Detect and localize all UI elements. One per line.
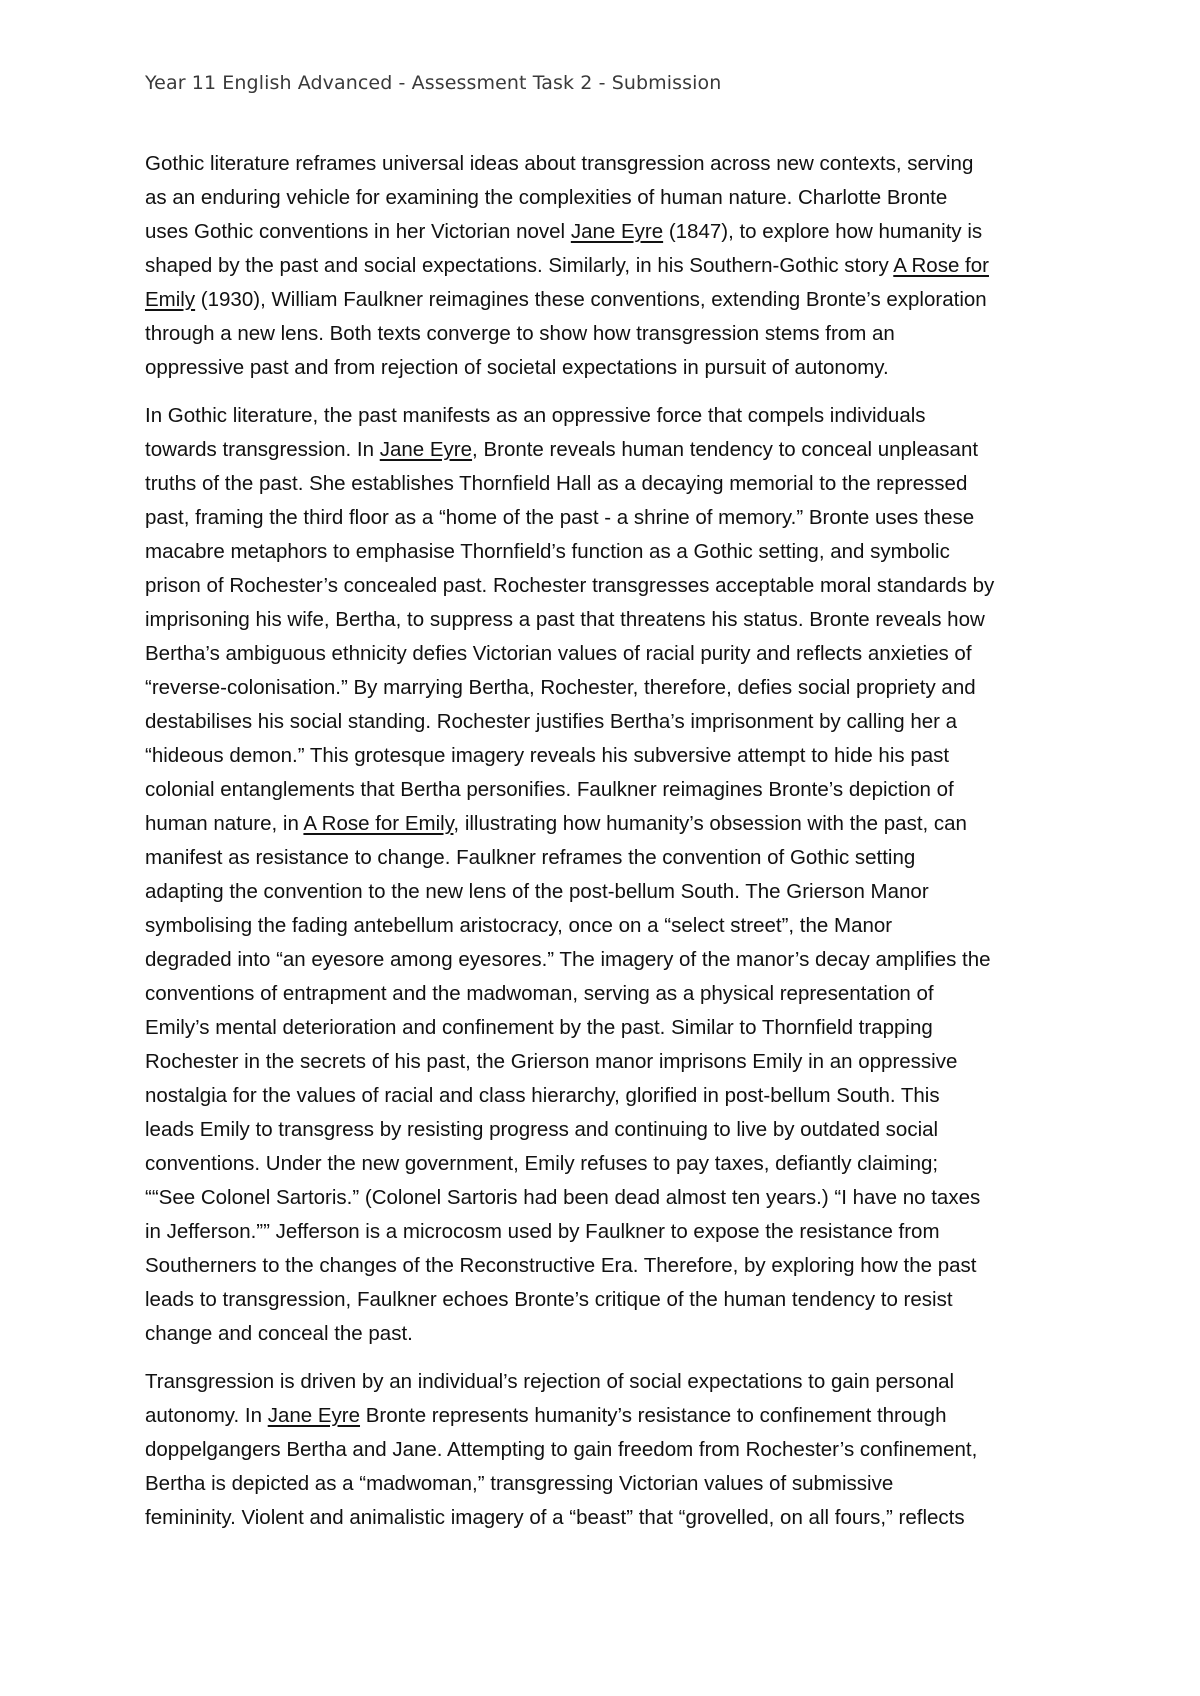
text-segment: as an enduring vehicle for examining the complexities of human nature. Charlotte Bronte (145, 186, 948, 209)
text-line (145, 841, 1070, 875)
text-line (145, 1113, 1070, 1147)
text-segment: femininity. Violent and animalistic imagery of a “beast” that “grovelled, on all fours,” reflects (145, 1506, 965, 1529)
text-line (145, 1147, 1070, 1181)
text-segment: Southerners to the changes of the Reconstructive Era. Therefore, by exploring how the past (145, 1254, 977, 1277)
text-segment: uses Gothic conventions in her Victorian novel (145, 220, 571, 243)
work-title: Jane Eyre (267, 1404, 361, 1427)
text-line (145, 1365, 1070, 1399)
text-line (145, 1467, 1070, 1501)
text-segment: change and conceal the past. (145, 1322, 413, 1345)
text-segment: towards transgression. In (145, 438, 380, 461)
text-segment: , illustrating how humanity’s obsession with the past, can (453, 812, 967, 835)
text-line (145, 1433, 1070, 1467)
text-line (145, 569, 1070, 603)
work-title: A Rose for (893, 254, 989, 277)
essay-paragraph (145, 147, 1070, 385)
text-segment: manifest as resistance to change. Faulkner reframes the convention of Gothic setting (145, 846, 916, 869)
text-line (145, 1249, 1070, 1283)
text-line (145, 671, 1070, 705)
text-line (145, 215, 1070, 249)
text-line (145, 501, 1070, 535)
text-line (145, 351, 1070, 385)
text-segment: “reverse-colonisation.” By marrying Bertha, Rochester, therefore, defies social propriety and (145, 676, 976, 699)
text-line (145, 283, 1070, 317)
text-segment: through a new lens. Both texts converge to show how transgression stems from an (145, 322, 895, 345)
work-title: Jane Eyre (570, 220, 664, 243)
text-segment: destabilises his social standing. Rochester justifies Bertha’s imprisonment by calling her a (145, 710, 958, 733)
text-line (145, 1181, 1070, 1215)
work-title: Emily (145, 288, 196, 311)
text-segment: prison of Rochester’s concealed past. Rochester transgresses acceptable moral standards by (145, 574, 995, 597)
text-line (145, 317, 1070, 351)
text-line (145, 637, 1070, 671)
text-line (145, 1399, 1070, 1433)
text-segment: colonial entanglements that Bertha personifies. Faulkner reimagines Bronte’s depiction of (145, 778, 954, 801)
text-segment: human nature, in (145, 812, 304, 835)
text-line (145, 1317, 1070, 1351)
text-line (145, 705, 1070, 739)
work-title: A Rose for Emily (303, 812, 454, 835)
text-line (145, 1283, 1070, 1317)
text-line (145, 399, 1070, 433)
text-segment: Emily’s mental deterioration and confinement by the past. Similar to Thornfield trapping (145, 1016, 933, 1039)
text-segment: oppressive past and from rejection of societal expectations in pursuit of autonomy. (145, 356, 889, 379)
text-segment: (1847), to explore how humanity is (663, 220, 983, 243)
text-line (145, 807, 1070, 841)
text-line (145, 535, 1070, 569)
text-segment: macabre metaphors to emphasise Thornfield’s function as a Gothic setting, and symbolic (145, 540, 950, 563)
text-line (145, 1079, 1070, 1113)
text-segment: Bertha is depicted as a “madwoman,” transgressing Victorian values of submissive (145, 1472, 894, 1495)
text-line (145, 467, 1070, 501)
text-line (145, 943, 1070, 977)
text-segment: leads to transgression, Faulkner echoes Bronte’s critique of the human tendency to resist (145, 1288, 953, 1311)
text-segment: leads Emily to transgress by resisting progress and continuing to live by outdated social (145, 1118, 939, 1141)
text-segment: symbolising the fading antebellum aristocracy, once on a “select street”, the Manor (145, 914, 893, 937)
text-segment: in Jefferson.”” Jefferson is a microcosm used by Faulkner to expose the resistance from (145, 1220, 940, 1243)
text-segment: nostalgia for the values of racial and class hierarchy, glorified in post-bellum South. This (145, 1084, 940, 1107)
text-segment: adapting the convention to the new lens of the post-bellum South. The Grierson Manor (145, 880, 929, 903)
text-line (145, 875, 1070, 909)
text-segment: conventions. Under the new government, Emily refuses to pay taxes, defiantly claiming; (145, 1152, 939, 1175)
text-line (145, 773, 1070, 807)
text-segment: Gothic literature reframes universal ideas about transgression across new contexts, serving (145, 152, 974, 175)
text-segment: ““See Colonel Sartoris.” (Colonel Sartoris had been dead almost ten years.) “I have no taxes (145, 1186, 981, 1209)
essay-body (145, 147, 1070, 1549)
text-line (145, 249, 1070, 283)
text-line (145, 1215, 1070, 1249)
text-segment: Bertha’s ambiguous ethnicity defies Victorian values of racial purity and reflects anxieties of (145, 642, 972, 665)
text-line (145, 977, 1070, 1011)
text-segment: autonomy. In (145, 1404, 268, 1427)
text-segment: Rochester in the secrets of his past, the Grierson manor imprisons Emily in an oppressive (145, 1050, 958, 1073)
work-title: Jane Eyre (379, 438, 473, 461)
text-segment: doppelgangers Bertha and Jane. Attempting to gain freedom from Rochester’s confinement, (145, 1438, 978, 1461)
text-segment: past, framing the third floor as a “home of the past - a shrine of memory.” Bronte uses these (145, 506, 975, 529)
text-segment: shaped by the past and social expectations. Similarly, in his Southern-Gothic story (145, 254, 894, 277)
text-line (145, 1045, 1070, 1079)
text-segment: Bronte represents humanity’s resistance to confinement through (360, 1404, 947, 1427)
text-segment: , Bronte reveals human tendency to conceal unpleasant (472, 438, 979, 461)
text-segment: Transgression is driven by an individual’s rejection of social expectations to gain personal (145, 1370, 955, 1393)
text-segment: conventions of entrapment and the madwoman, serving as a physical representation of (145, 982, 934, 1005)
text-line (145, 1501, 1070, 1535)
essay-paragraph (145, 399, 1070, 1351)
essay-paragraph (145, 1365, 1070, 1535)
text-segment: imprisoning his wife, Bertha, to suppress a past that threatens his status. Bronte reveals how (145, 608, 985, 631)
text-line (145, 739, 1070, 773)
text-line (145, 909, 1070, 943)
text-line (145, 1011, 1070, 1045)
text-line (145, 147, 1070, 181)
text-line (145, 603, 1070, 637)
text-segment: “hideous demon.” This grotesque imagery reveals his subversive attempt to hide his past (145, 744, 950, 767)
text-segment: (1930), William Faulkner reimagines these conventions, extending Bronte’s exploration (195, 288, 987, 311)
text-segment: truths of the past. She establishes Thornfield Hall as a decaying memorial to the repressed (145, 472, 968, 495)
text-segment: degraded into “an eyesore among eyesores.” The imagery of the manor’s decay amplifies the (145, 948, 991, 971)
page-header: Year 11 English Advanced - Assessment Task 2 - Submission (145, 72, 722, 94)
text-line (145, 181, 1070, 215)
text-line (145, 433, 1070, 467)
text-segment: In Gothic literature, the past manifests as an oppressive force that compels individuals (145, 404, 926, 427)
